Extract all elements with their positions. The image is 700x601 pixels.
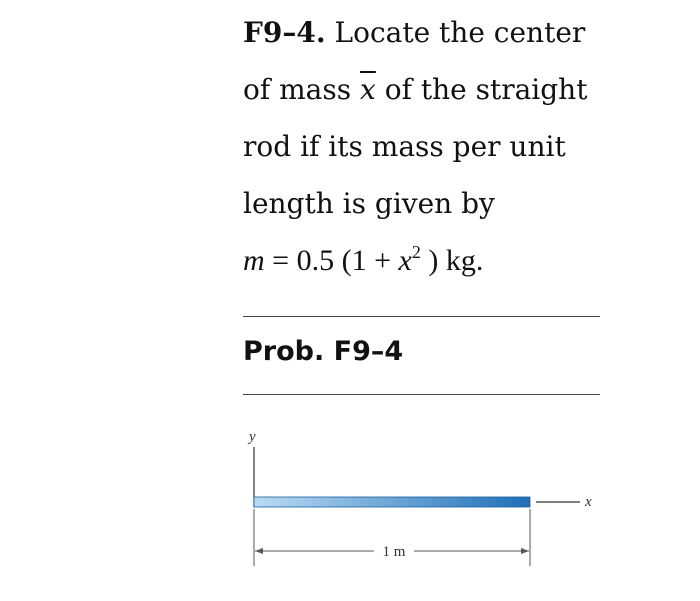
figure-caption: Prob. F9–4 bbox=[243, 336, 404, 367]
length-label: 1 m bbox=[382, 544, 406, 560]
problem-text-2a: of mass bbox=[243, 73, 352, 106]
dimension-arrow-right bbox=[521, 548, 529, 554]
x-axis-label: x bbox=[585, 494, 592, 510]
problem-text-2b: of the straight bbox=[384, 73, 588, 106]
rod bbox=[254, 497, 530, 507]
eq-var: x bbox=[398, 244, 412, 277]
problem-line-3: rod if its mass per unit bbox=[243, 130, 566, 163]
problem-number: F9–4. bbox=[243, 16, 326, 49]
center-of-mass-symbol: $\overline{x}$ bbox=[360, 73, 376, 106]
eq-unit: kg. bbox=[445, 244, 484, 277]
eq-coef: 0.5 bbox=[296, 244, 335, 277]
eq-equals: = bbox=[272, 244, 290, 277]
eq-close: ) bbox=[428, 244, 439, 277]
eq-open: (1 bbox=[341, 244, 367, 277]
eq-exponent: 2 bbox=[411, 242, 421, 262]
dimension-arrow-left bbox=[255, 548, 263, 554]
problem-line-4: length is given by bbox=[243, 187, 495, 220]
problem-text-1: Locate the center bbox=[334, 16, 586, 49]
eq-plus: + bbox=[374, 244, 392, 277]
y-axis-label: y bbox=[249, 429, 256, 445]
eq-lhs: m bbox=[243, 244, 265, 277]
